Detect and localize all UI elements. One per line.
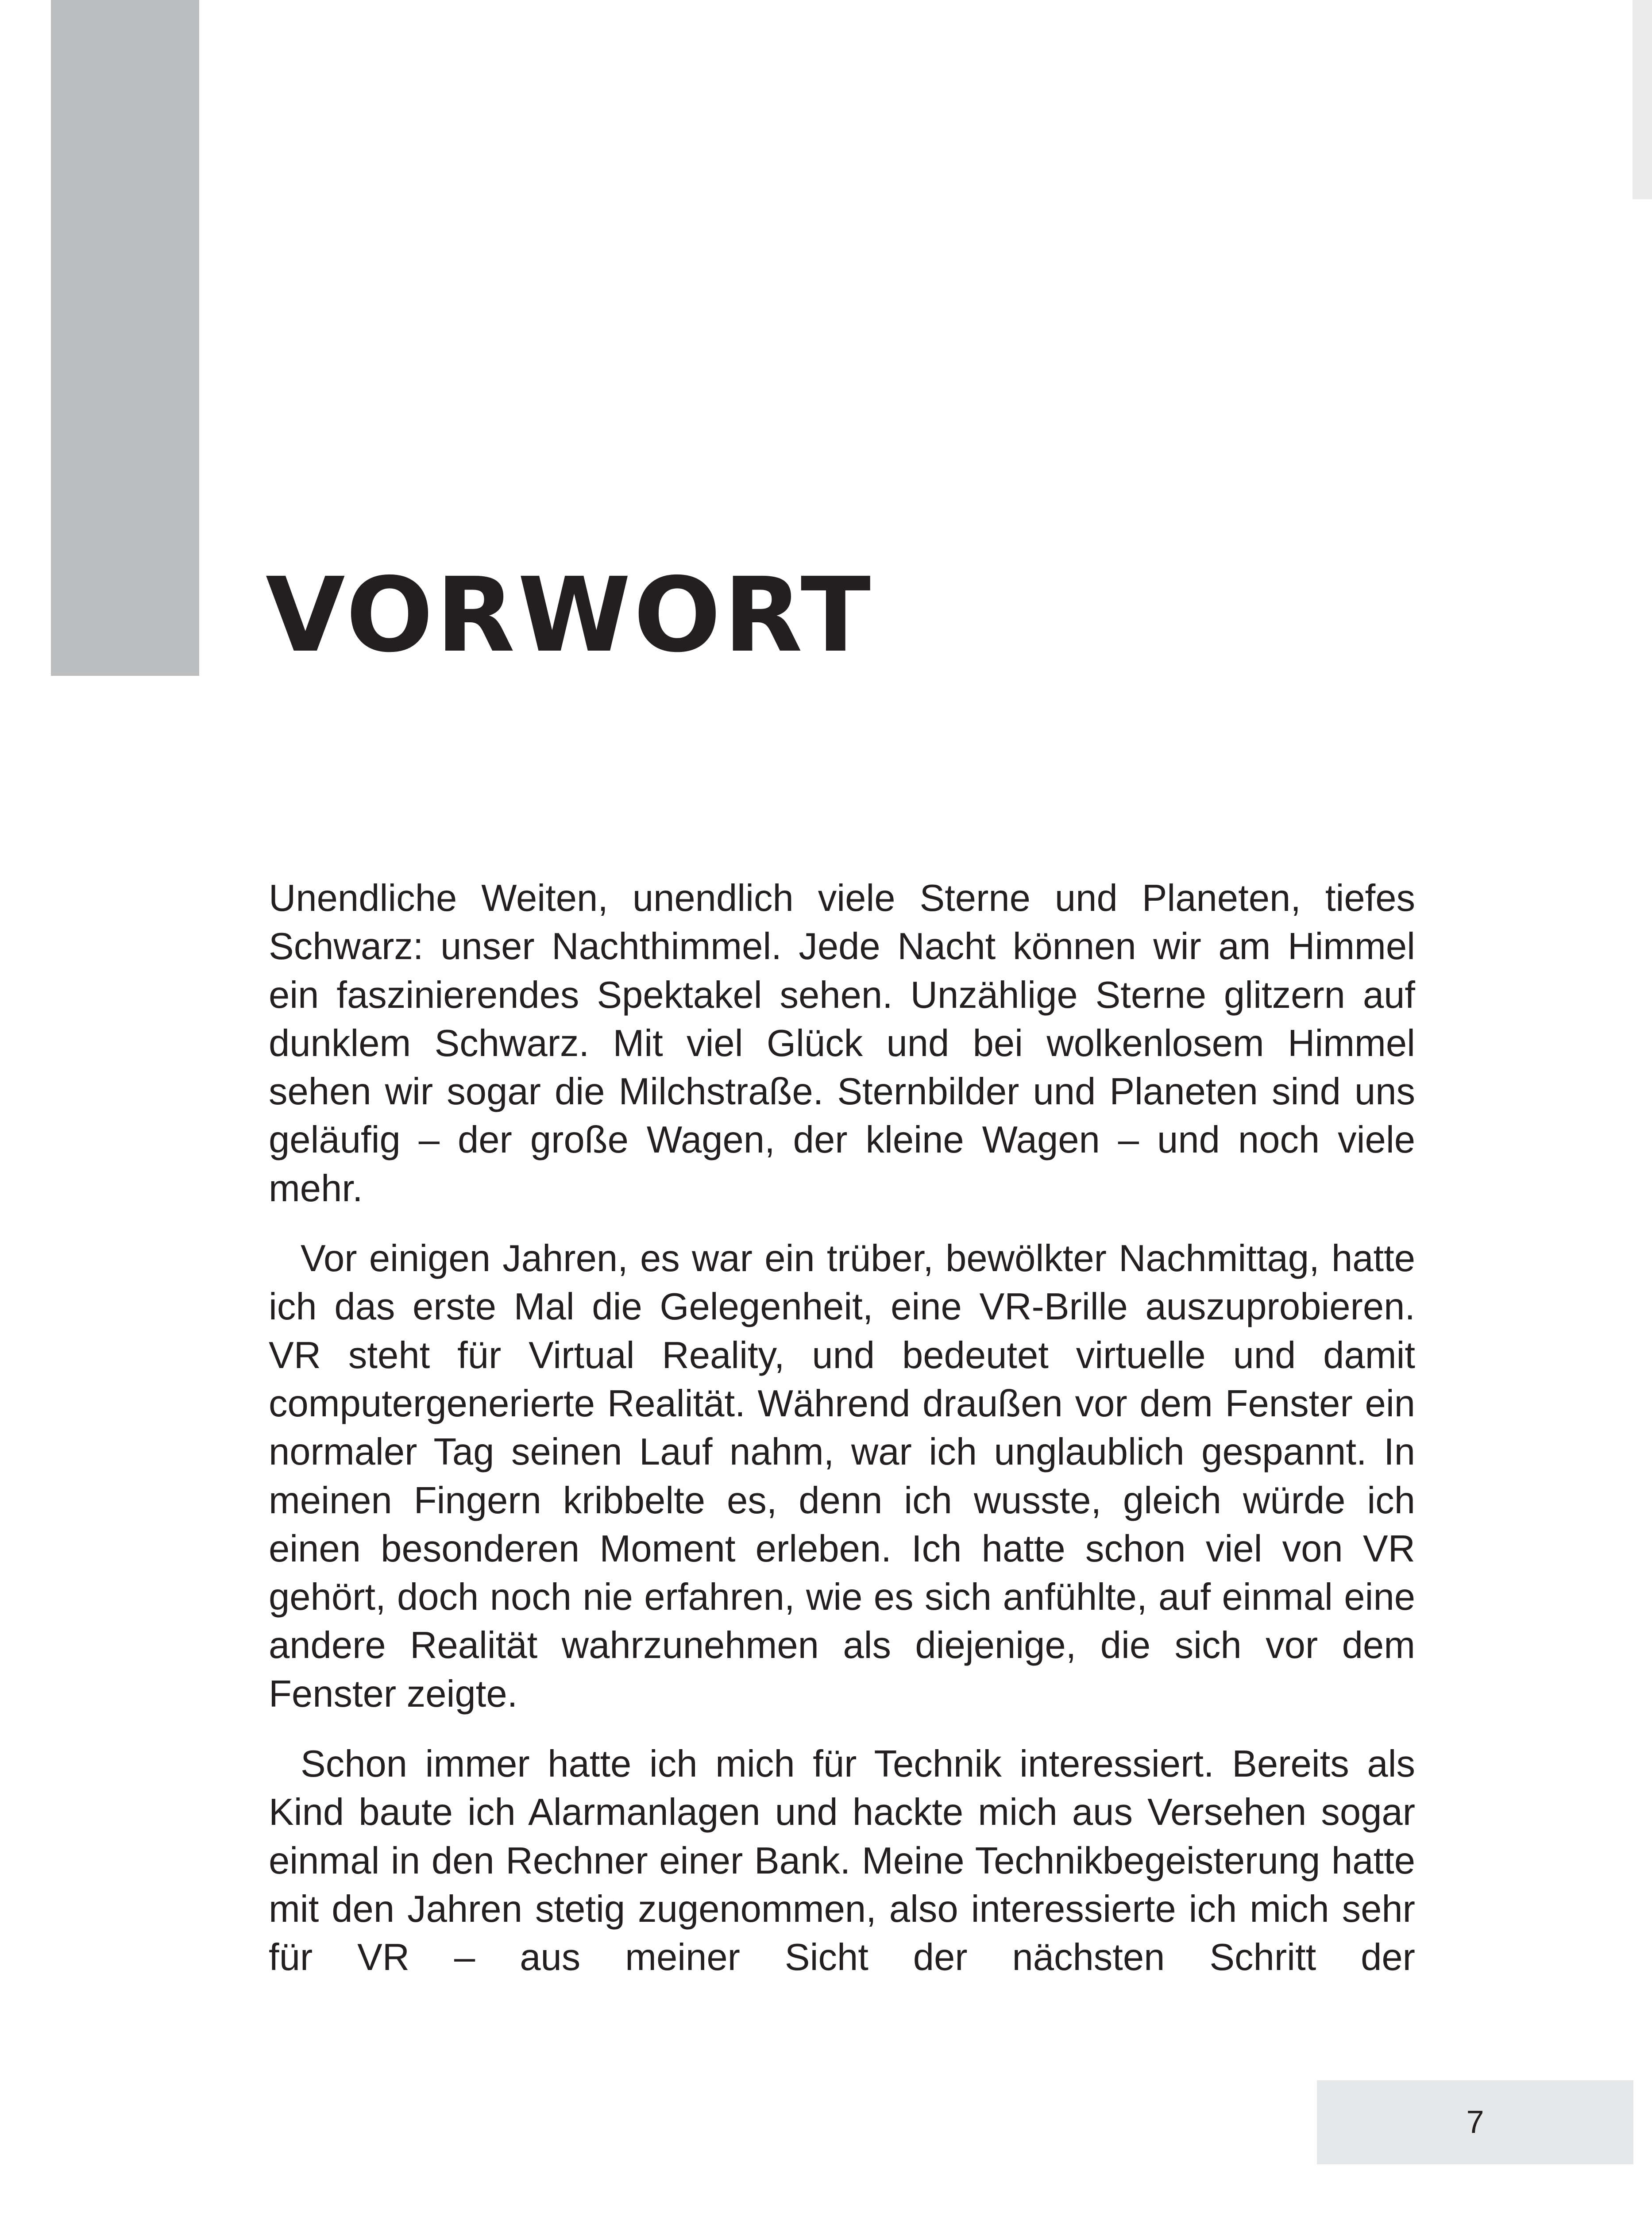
- paragraph-1: Unendliche Weiten, unendlich viele Sterne und Planeten, tiefes Schwarz: unser Nachthimmel. Jede Nacht können wir am Himmel ein faszinierendes Spektakel sehen. Unzählige Sterne glitzern auf dunklem Schwarz. Mit viel Glück und bei wolkenlosem Himmel sehen wir sogar die Milchstraße. Sternbilder und Planeten sind uns geläufig – der große Wagen, der kleine Wagen – und noch viele mehr.: [269, 877, 1415, 1210]
- paragraph-2: Vor einigen Jahren, es war ein trüber, bewölkter Nachmittag, hatte ich das erste Mal die Gelegenheit, eine VR-Brille auszuprobieren. VR steht für Virtual Reality, und bedeutet virtuelle und damit computergenerierte Realität. Während draußen vor dem Fenster ein normaler Tag seinen Lauf nahm, war ich unglaublich gespannt. In meinen Fingern kribbelte es, denn ich wusste, gleich würde ich einen besonderen Moment erleben. Ich hatte schon viel von VR gehört, doch noch nie erfahren, wie es sich anfühlte, auf einmal eine andere Realität wahrzunehmen als diejenige, die sich vor dem Fenster zeigte.: [269, 1238, 1415, 1715]
- paragraph-3: Schon immer hatte ich mich für Technik interessiert. Bereits als Kind baute ich Alarmanlagen und hackte mich aus Versehen sogar einmal in den Rechner einer Bank. Meine Technikbegeisterung hatte mit den Jahren stetig zugenommen, also interessierte ich mich sehr für VR – aus meiner Sicht der nächsten Schritt der: [269, 1743, 1415, 1979]
- page-number: 7: [1466, 2105, 1484, 2140]
- page-number-box: [1317, 2080, 1633, 2164]
- chapter-side-bar: [51, 0, 199, 676]
- page-edge-mark: [1633, 0, 1652, 199]
- chapter-title: VORWORT: [266, 555, 873, 675]
- body-text: [269, 874, 1415, 1982]
